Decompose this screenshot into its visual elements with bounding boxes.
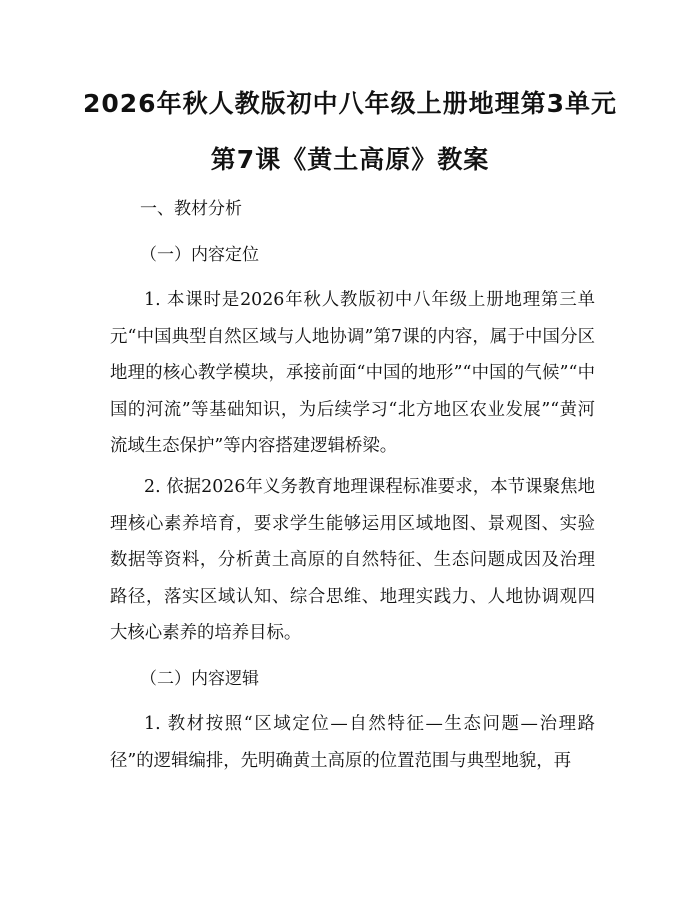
subsection-heading-content-positioning: （一）内容定位 — [140, 245, 259, 265]
subsection-heading-content-logic: （二）内容逻辑 — [140, 669, 259, 689]
document-title: 2026年秋人教版初中八年级上册地理第3单元第7课《黄土高原》教案 — [83, 89, 617, 174]
paragraph-content-positioning-1: 1. 本课时是2026年秋人教版初中八年级上册地理第三单元“中国典型自然区域与人地协调”第7课的内容，属于中国分区地理的核心教学模块，承接前面“中国的地形”“中国的气候”“中国的河流”等基础知识，为后续学习“北方地区农业发展”“黄河流域生态保护”等内容搭建逻辑桥梁。 — [110, 290, 595, 456]
paragraph-content-logic-1: 1. 教材按照“区域定位—自然特征—生态问题—治理路径”的逻辑编排，先明确黄土高原的位置范围与典型地貌，再 — [110, 714, 595, 771]
section-heading-teaching-material-analysis: 一、教材分析 — [140, 199, 242, 219]
paragraph-content-positioning-2: 2. 依据2026年义务教育地理课程标准要求，本节课聚焦地理核心素养培育，要求学生能够运用区域地图、景观图、实验数据等资料，分析黄土高原的自然特征、生态问题成因及治理路径，落实区域认知、综合思维、地理实践力、人地协调观四大核心素养的培养目标。 — [110, 477, 595, 643]
